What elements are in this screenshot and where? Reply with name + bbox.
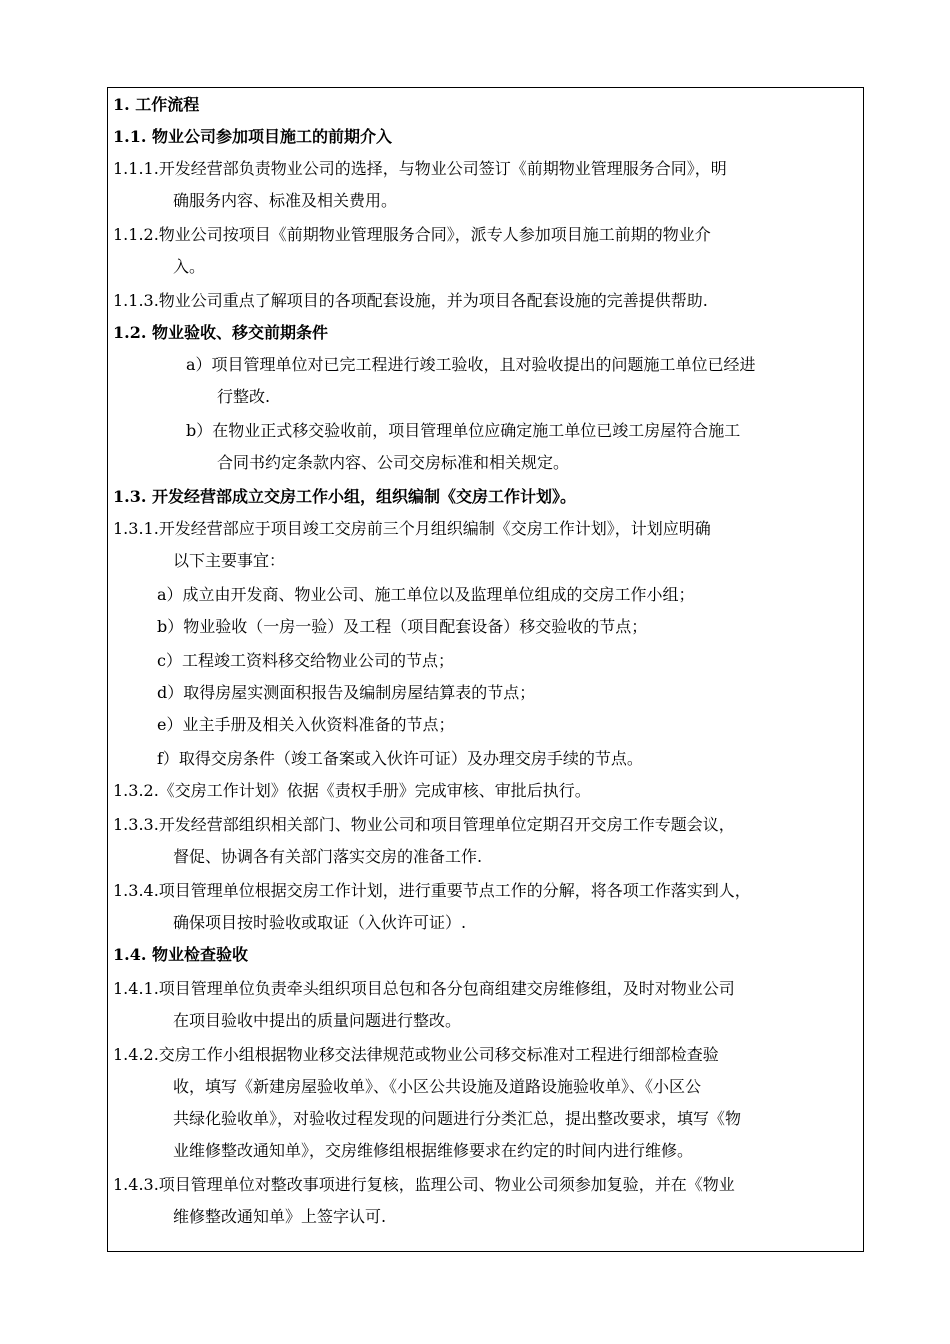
text-line-p131i2: b）物业验收（一房一验）及工程（项目配套设备）移交验收的节点；	[157, 617, 648, 636]
text-line-p113: 1.1.3.物业公司重点了解项目的各项配套设施，并为项目各配套设施的完善提供帮助.	[113, 291, 708, 310]
text-line-p131i1: a）成立由开发商、物业公司、施工单位以及监理单位组成的交房工作小组；	[157, 585, 695, 604]
text-line-p143a: 1.4.3.项目管理单位对整改事项进行复核，监理公司、物业公司须参加复验，并在《物业	[113, 1175, 735, 1194]
text-line-p131i3: c）工程竣工资料移交给物业公司的节点；	[157, 651, 454, 670]
text-line-p111b: 确服务内容、标准及相关费用。	[173, 191, 398, 210]
text-line-p131i4: d）取得房屋实测面积报告及编制房屋结算表的节点；	[157, 683, 536, 702]
text-line-p141a: 1.4.1.项目管理单位负责牵头组织项目总包和各分包商组建交房维修组，及时对物业公司	[113, 979, 735, 998]
text-line-p112a: 1.1.2.物业公司按项目《前期物业管理服务合同》，派专人参加项目施工前期的物业介	[113, 225, 711, 244]
text-line-p142d: 业维修整改通知单》，交房维修组根据维修要求在约定的时间内进行维修。	[173, 1141, 694, 1160]
text-line-p131i5: e）业主手册及相关入伙资料准备的节点；	[157, 715, 455, 734]
section-heading-h14: 1.4. 物业检查验收	[113, 945, 248, 964]
text-line-p141b: 在项目验收中提出的质量问题进行整改。	[173, 1011, 462, 1030]
text-line-p112b: 入。	[173, 257, 206, 276]
text-line-p134a: 1.3.4.项目管理单位根据交房工作计划，进行重要节点工作的分解，将各项工作落实到人，	[113, 881, 751, 900]
text-line-p131i6: f）取得交房条件（竣工备案或入伙许可证）及办理交房手续的节点。	[157, 749, 643, 768]
text-line-p142a: 1.4.2.交房工作小组根据物业移交法律规范或物业公司移交标准对工程进行细部检查验	[113, 1045, 719, 1064]
text-line-p134b: 确保项目按时验收或取证（入伙许可证）.	[173, 913, 467, 932]
section-heading-h12: 1.2. 物业验收、移交前期条件	[113, 323, 328, 342]
section-heading-h13: 1.3. 开发经营部成立交房工作小组，组织编制《交房工作计划》。	[113, 487, 576, 506]
text-line-p12a1: a）项目管理单位对已完工程进行竣工验收，且对验收提出的问题施工单位已经进	[186, 355, 756, 374]
section-heading-h11: 1.1. 物业公司参加项目施工的前期介入	[113, 127, 392, 146]
text-line-p133a: 1.3.3.开发经营部组织相关部门、物业公司和项目管理单位定期召开交房工作专题会议，	[113, 815, 735, 834]
text-line-p133b: 督促、协调各有关部门落实交房的准备工作.	[173, 847, 483, 866]
text-line-p12b1: b）在物业正式移交验收前，项目管理单位应确定施工单位已竣工房屋符合施工	[186, 421, 741, 440]
text-line-p12b2: 合同书约定条款内容、公司交房标准和相关规定。	[217, 453, 570, 472]
text-line-p143b: 维修整改通知单》上签字认可.	[173, 1207, 387, 1226]
text-line-p131b: 以下主要事宜：	[173, 551, 286, 570]
text-line-p12a2: 行整改.	[217, 387, 271, 406]
text-line-p111a: 1.1.1.开发经营部负责物业公司的选择，与物业公司签订《前期物业管理服务合同》，明	[113, 159, 727, 178]
text-line-p142c: 共绿化验收单》，对验收过程发现的问题进行分类汇总，提出整改要求，填写《物	[173, 1109, 742, 1128]
text-line-p142b: 收，填写《新建房屋验收单》、《小区公共设施及道路设施验收单》、《小区公	[173, 1077, 702, 1096]
section-heading-h1: 1. 工作流程	[113, 95, 200, 114]
text-line-p132: 1.3.2.《交房工作计划》依据《责权手册》完成审核、审批后执行。	[113, 781, 591, 800]
text-line-p131a: 1.3.1.开发经营部应于项目竣工交房前三个月组织编制《交房工作计划》，计划应明确	[113, 519, 711, 538]
